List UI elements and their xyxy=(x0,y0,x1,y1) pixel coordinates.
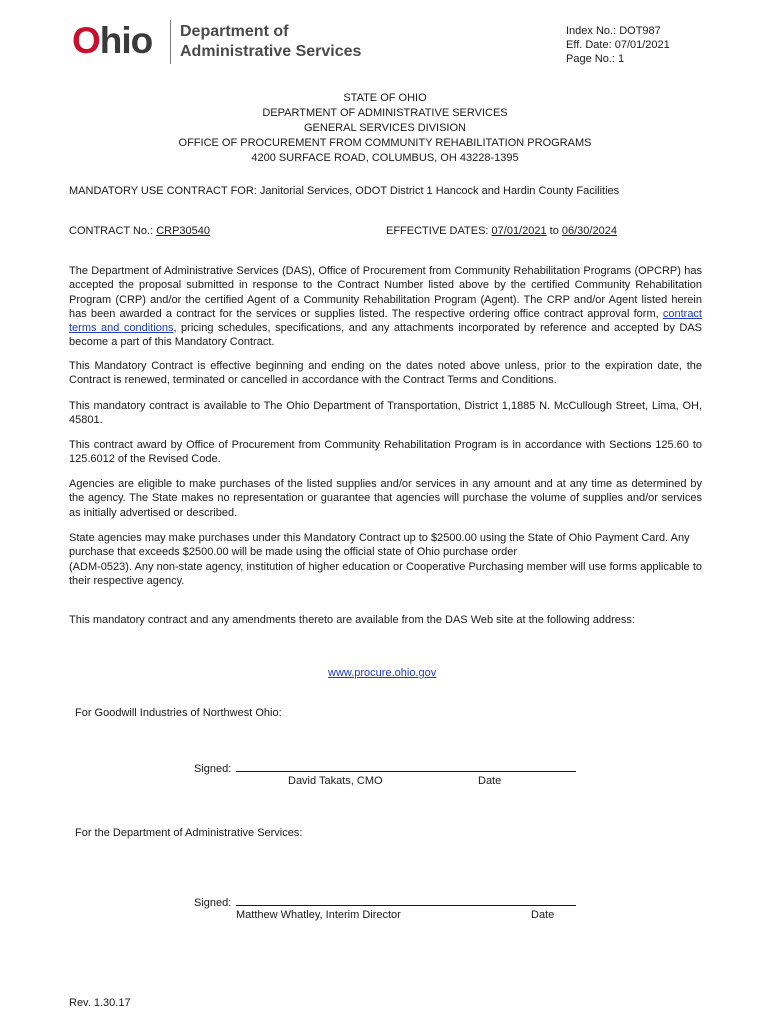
date-label-2: Date xyxy=(531,909,555,921)
paragraph-payment-card: State agencies may make purchases under this Mandatory Contract up to $2500.00 using the State of Ohio Payment Card. Any purchase that exceeds $2500.00 will be made using the official state of Ohio purchase order (ADM-0523). Any non-state agency, institution of higher education or Cooperative Purchasing member will use forms applicable to their respective agency. xyxy=(69,532,702,587)
date-label-1: Date xyxy=(478,775,502,787)
das-signature-line: Signed: xyxy=(194,895,576,909)
goodwill-heading: For Goodwill Industries of Northwest Ohio: xyxy=(75,707,282,719)
revision-footer: Rev. 1.30.17 xyxy=(69,997,131,1009)
signature-field[interactable] xyxy=(236,895,576,906)
paragraph-intro: The Department of Administrative Services (DAS), Office of Procurement from Community Rehabilitation Programs (OPCRP) has accepted the proposal submitted in response to the Contract Number listed above by the certified Community Rehabilitation Program (CRP) and/or the certified Agent of a Community Rehabilitation Program (Agent). The CRP and/or Agent listed herein has been awarded a contract for the services or supplies listed. The respective ordering office contract approval form, contract terms and conditions, pricing schedules, specifications, and any attachments incorporated by reference and accepted by DAS become a part of this Mandatory Contract. xyxy=(69,265,702,349)
ohio-das-logo xyxy=(72,18,362,66)
das-heading: For the Department of Administrative Services: xyxy=(75,827,303,839)
paragraph-effective: This Mandatory Contract is effective beginning and ending on the dates noted above unless, prior to the expiration date, the Contract is renewed, terminated or cancelled in accordance with the Contract Terms and Conditions. xyxy=(69,360,702,387)
paragraph-revised-code: This contract award by Office of Procurement from Community Rehabilitation Program is in accordance with Sections 125.60 to 125.6012 of the Revised Code. xyxy=(69,439,702,466)
goodwill-signature-line: Signed: xyxy=(194,761,576,775)
contract-number-line: CONTRACT No.: CRP30540 xyxy=(69,225,211,237)
agency-header: STATE OF OHIO DEPARTMENT OF ADMINISTRATIVE SERVICES GENERAL SERVICES DIVISION OFFICE OF PROCUREMENT FROM COMMUNITY REHABILITATION PROGRAMS 4200 SURFACE ROAD, COLUMBUS, OH 43228-1395 xyxy=(178,92,592,164)
procure-website-link[interactable]: www.procure.ohio.gov xyxy=(328,667,437,679)
index-number: Index No.: DOT987 xyxy=(566,25,661,37)
page-number: Page No.: 1 xyxy=(566,53,625,65)
index-block xyxy=(566,24,670,66)
signature-field[interactable] xyxy=(236,761,576,772)
effective-date: Eff. Date: 07/01/2021 xyxy=(566,39,670,51)
paragraph-availability: This mandatory contract is available to The Ohio Department of Transportation, District 1,1885 N. McCullough Street, Lima, OH, 45801. xyxy=(69,400,702,427)
signer-name-2: Matthew Whatley, Interim Director xyxy=(236,909,401,921)
signer-name-1: David Takats, CMO xyxy=(288,775,383,787)
contract-terms-link[interactable]: contract terms and conditions xyxy=(69,307,702,335)
ohio-wordmark: Ohio xyxy=(72,20,153,61)
mandatory-use-line: MANDATORY USE CONTRACT FOR: Janitorial Services, ODOT District 1 Hancock and Hardin County Facilities xyxy=(69,185,620,197)
logo-department-name: Department of Administrative Services xyxy=(180,23,362,60)
paragraph-eligibility: Agencies are eligible to make purchases of the listed supplies and/or services in any amount and at any time as determined by the agency. The State makes no representation or guarantee that agencies will purchase the volume of supplies and/or services as initially advertised or described. xyxy=(69,478,702,519)
end-date: 06/30/2024 xyxy=(561,225,617,237)
paragraph-web-site: This mandatory contract and any amendments thereto are available from the DAS Web site at the following address: xyxy=(69,614,635,626)
effective-dates-line: EFFECTIVE DATES: 07/01/2021 to 06/30/2024 xyxy=(386,225,617,237)
contract-number: CRP30540 xyxy=(156,225,211,237)
start-date: 07/01/2021 xyxy=(491,225,547,237)
logo-divider xyxy=(170,20,171,64)
